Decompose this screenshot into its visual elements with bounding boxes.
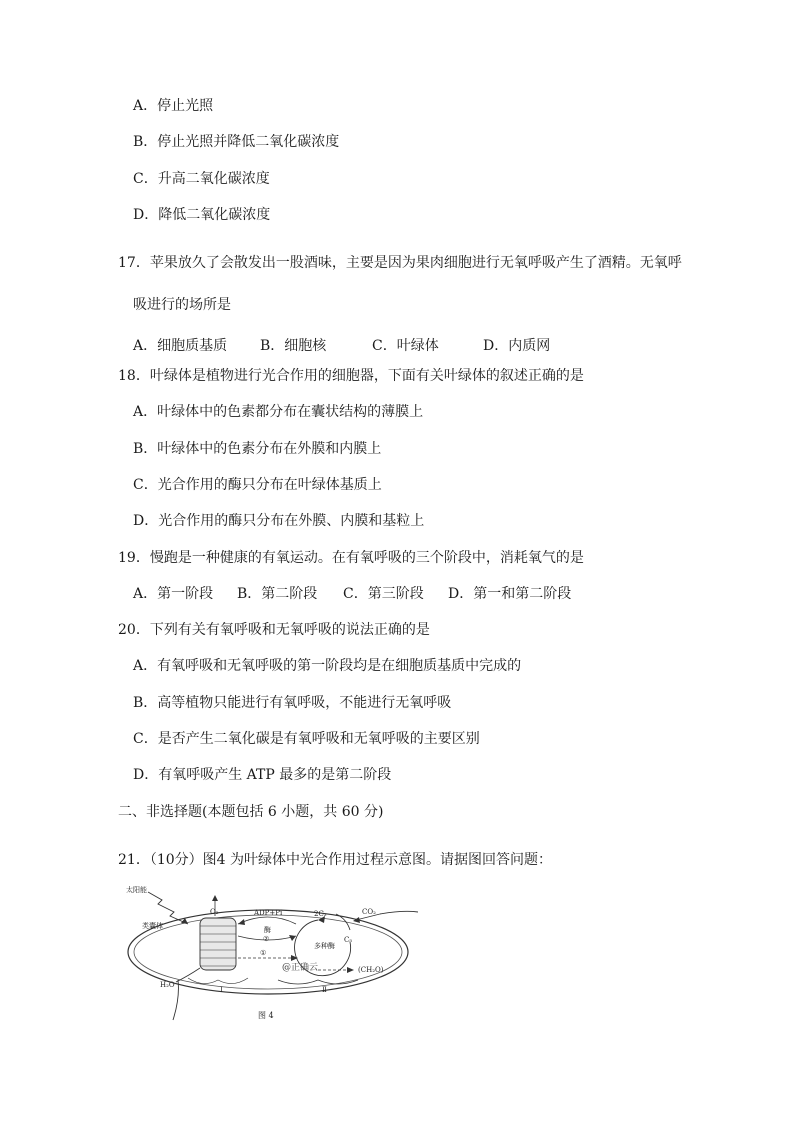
q20-option-c: C．是否产生二氧化碳是有氧呼吸和无氧呼吸的主要区别: [133, 731, 480, 747]
q19-stem: 19．慢跑是一种健康的有氧运动。在有氧呼吸的三个阶段中，消耗氧气的是: [118, 550, 584, 566]
q17-stem-line2: 吸进行的场所是: [133, 297, 231, 313]
q17-stem-line1: 17．苹果放久了会散发出一股酒味，主要是因为果肉细胞进行无氧呼吸产生了酒精。无氧呼: [118, 255, 682, 271]
q16-option-b: B．停止光照并降低二氧化碳浓度: [133, 134, 340, 150]
q17-options: [133, 337, 613, 355]
q19-option-b: B．第二阶段: [237, 586, 318, 602]
atp-cycle-top: [238, 917, 296, 924]
thylakoid-stack: [200, 918, 236, 970]
q18-option-b: B．叶绿体中的色素分布在外膜和内膜上: [133, 441, 382, 457]
q19-option-c: C．第三阶段: [343, 586, 424, 602]
watermark: @正确云: [282, 963, 319, 973]
stage1-brace: [188, 978, 248, 984]
q21-stem: 21．（10分）图4 为叶绿体中光合作用过程示意图。请据图回答问题：: [118, 852, 552, 868]
q17-option-b: B．细胞核: [260, 338, 327, 354]
q16-option-a: A．停止光照: [133, 98, 214, 114]
q19-option-a: A．第一阶段: [133, 586, 214, 602]
ch2o-label: (CH₂O): [358, 966, 384, 974]
q20-stem: 20．下列有关有氧呼吸和无氧呼吸的说法正确的是: [118, 622, 430, 638]
q19-option-d: D．第一和第二阶段: [448, 586, 572, 602]
c5-label: C₅: [344, 936, 353, 944]
q20-option-b: B．高等植物只能进行有氧呼吸，不能进行无氧呼吸: [133, 695, 452, 711]
q16-option-c: C．升高二氧化碳浓度: [133, 171, 270, 187]
o2-label: O₂: [210, 908, 219, 916]
figure-caption: 图 4: [258, 1011, 274, 1020]
q18-option-d: D．光合作用的酶只分布在外膜、内膜和基粒上: [133, 513, 425, 529]
enzyme-label: 酶: [264, 926, 271, 934]
c3-label: 2C₃: [314, 910, 327, 918]
q16-option-d: D．降低二氧化碳浓度: [133, 207, 271, 223]
q17-option-c: C．叶绿体: [372, 338, 439, 354]
thylakoid-label: 类囊体: [142, 922, 163, 930]
q19-options: [133, 585, 593, 603]
q20-option-a: A．有氧呼吸和无氧呼吸的第一阶段均是在细胞质基质中完成的: [133, 658, 522, 674]
circle2-label: ②: [263, 935, 270, 943]
stage2-label: Ⅱ: [322, 986, 327, 994]
stage1-label: Ⅰ: [220, 986, 223, 994]
q20-option-d: D．有氧呼吸产生 ATP 最多的是第二阶段: [133, 767, 392, 783]
circle1-label: ①: [260, 949, 267, 957]
section2-heading: 二、非选择题(本题包括 6 小题，共 60 分): [118, 804, 384, 820]
co2-label: CO₂: [362, 908, 376, 916]
q18-stem: 18．叶绿体是植物进行光合作用的细胞器，下面有关叶绿体的叙述正确的是: [118, 368, 584, 384]
q18-option-a: A．叶绿体中的色素都分布在囊状结构的薄膜上: [133, 404, 424, 420]
exit-line: [380, 911, 418, 914]
h2o-arrow: [176, 968, 200, 982]
figure-drawing: [118, 880, 418, 1022]
multi-enzyme-label: 多种酶: [314, 942, 335, 950]
q18-option-c: C．光合作用的酶只分布在叶绿体基质上: [133, 477, 382, 493]
q17-option-d: D．内质网: [483, 338, 551, 354]
q17-option-a: A．细胞质基质: [133, 338, 228, 354]
photosynthesis-figure: [118, 880, 418, 1022]
adp-label: ADP+Pi: [254, 909, 283, 917]
h2o-label: H₂O: [160, 981, 175, 989]
sun-label: 太阳能: [126, 886, 147, 894]
